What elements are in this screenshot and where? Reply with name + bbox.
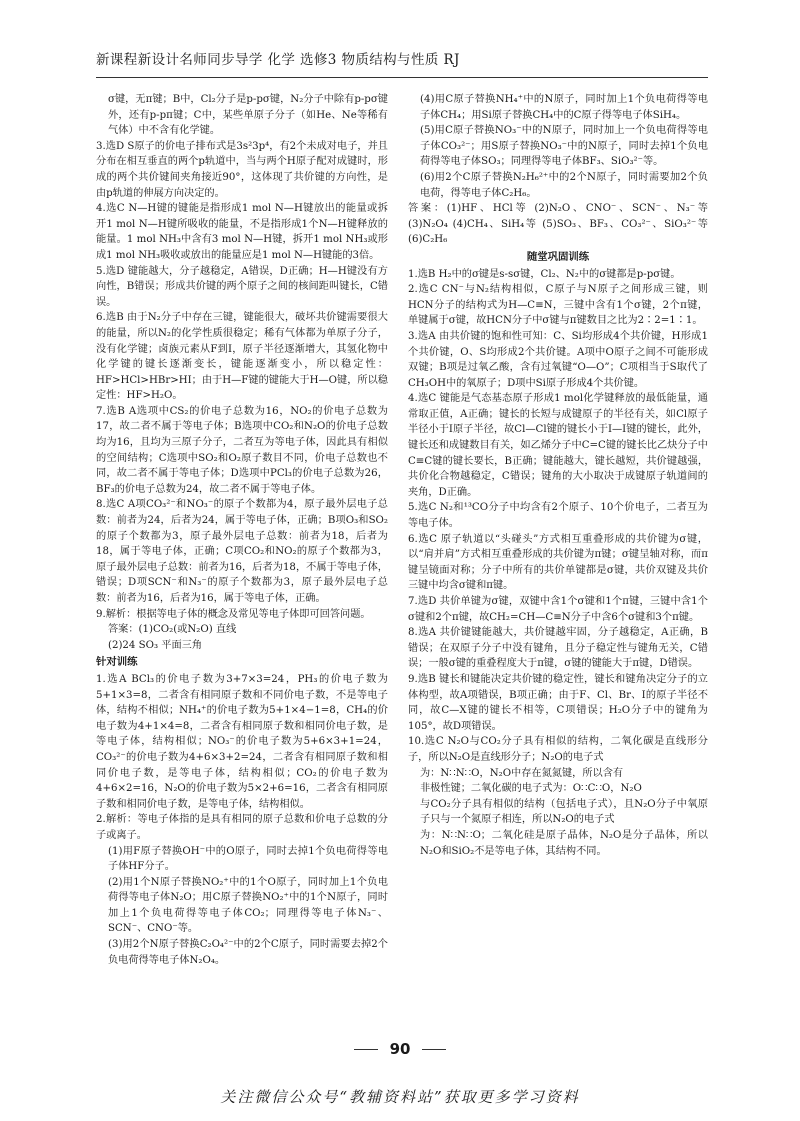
paragraph: (5)用C原子替换NO₃⁻中的N原子，同时加上一个负电荷得等电子体CO₃²⁻；用S原子替换NO₃⁻中的N原子，同时去掉1个负电荷得等电子体SO₃；同理得等电子体BF₃、SiO₃²⁻等。 [420, 125, 708, 168]
paragraph: 5.选C N₂和¹³CO分子中均含有2个原子、10个价电子，二者互为等电子体。 [408, 502, 708, 530]
footer-note: 关注微信公众号“教辅资料站”获取更多学习资料 [220, 1088, 580, 1106]
paragraph: 10.选C N₂O与CO₂分子具有相似的结构，二氧化碳是直线形分子，所以N₂O是直线形分子；N₂O的电子式 [408, 736, 708, 763]
paragraph: (1)用F原子替换OH⁻中的O原子，同时去掉1个负电荷得等电子体HF分子。 [108, 845, 388, 873]
paragraph: 7.选D 共价单键为σ键，双键中含1个σ键和1个π键，三键中含1个σ键和2个π键，故CH₂=CH—C≡N分子中含6个σ键和3个π键。 [408, 596, 708, 623]
section-heading: 随堂巩固训练 [526, 250, 590, 263]
paragraph: 2.选C CN⁻与N₂结构相似，C原子与N原子之间形成三键，则HCN分子的结构式为H—C≡N，三键中含有1个σ键，2个π键，单键属于σ键，故HCN分子中σ键与π键数目之比为2∶2=1∶1。 [408, 284, 708, 327]
paragraph: 8.选C A项CO₃²⁻和NO₃⁻的原子个数都为4，原子最外层电子总数：前者为24，后者为24，属于等电子体，正确；B项O₃和SO₂的原子个数都为3，原子最外层电子总数：前者为18，后者为18，属于等电子体，正确；C项CO₂和NO₂的原子个数都为3，原子最外层电子总数：前者为16，后者为18，不属于等电子体，错误；D项SCN⁻和N₃⁻的原子个数都为3，原子最外层电子总数：前者为16，后者为16，属于等电子体，正确。 [96, 499, 388, 604]
paragraph: 8.选A 共价键键能越大，共价键越牢固，分子越稳定，A正确，B错误；在双原子分子中没有键角，且分子稳定性与键角无关，C错误；一般σ键的重叠程度大于π键，σ键的键能大于π键，D错误。 [408, 627, 708, 670]
running-header: 新课程新设计名师同步导学 化学 选修3 物质结构与性质 RJ [96, 52, 460, 68]
left-column [96, 92, 388, 968]
paragraph: 1.选B H₂中的σ键是s-sσ键，Cl₂、N₂中的σ键都是p-pσ键。 [408, 268, 681, 280]
section-heading: 针对训练 [96, 656, 138, 669]
paragraph: 3.选D S原子的价电子排布式是3s²3p⁴，有2个未成对电子，并且分布在相互垂直的两个p轨道中，当与两个H原子配对成键时，形成的两个共价键间夹角接近90°，这体现了共价键的方向性，是由p轨道的伸展方向决定的。 [96, 140, 388, 199]
paragraph: 非极性键；二氧化碳的电子式为：O∷C∷O，N₂O [420, 783, 642, 795]
header-rule [96, 77, 708, 78]
answer-paragraph: 答案：(1)HF、HCl等 (2)N₂O、CNO⁻、SCN⁻、N₃⁻等 (3)N₂O₄ (4)CH₄、SiH₄等 (5)SO₃、BF₃、CO₃²⁻、SiO₃²⁻等 (6)C₂H₆ [408, 203, 708, 246]
paragraph: (2)用1个N原子替换NO₂⁺中的1个O原子，同时加上1个负电荷得等电子体N₂O；用C原子替换NO₂⁺中的1个N原子，同时加上1个负电荷得等电子体CO₂；同理得等电子体N₃⁻、SCN⁻、CNO⁻等。 [108, 876, 388, 935]
paragraph: (6)用2个C原子替换N₂H₆²⁺中的2个N原子，同时需要加2个负电荷，得等电子体C₂H₆。 [420, 171, 708, 199]
page-number: 90 [0, 1040, 800, 1058]
paragraph: 7.选B A选项中CS₂的价电子总数为16，NO₂的价电子总数为17，故二者不属于等电子体；B选项中CO₂和N₂O的价电子总数均为16，且均为三原子分子，二者互为等电子体，因此具有相似的空间结构；C选项中SO₂和O₂原子数目不同，价电子总数也不同，故二者不属于等电子体；D选项中PCl₃的价电子总数为26，BF₃的价电子总数为24，故二者不属于等电子体。 [96, 405, 388, 495]
right-column [408, 92, 708, 859]
paragraph: 2.解析：等电子体指的是具有相同的原子总数和价电子总数的分子或离子。 [96, 814, 388, 841]
paragraph: 为：N∷N∷O；二氧化硅是原子晶体，N₂O是分子晶体，所以N₂O和SiO₂不是等电子体，其结构不同。 [420, 829, 708, 857]
paragraph: 4.选C N—H键的键能是指形成1 mol N—H键放出的能量或拆开1 mol N—H键所吸收的能量，不是指形成1个N—H键释放的能量。1 mol NH₃中含有3 mol N—H键，拆开1 mol NH₃或形成1 mol NH₃吸收或放出的能量应是1 mol N—H键能的3倍。 [96, 203, 388, 261]
paragraph: 6.选B 由于N₂分子中存在三键，键能很大，破坏共价键需要很大的能量，所以N₂的化学性质很稳定；稀有气体都为单原子分子，没有化学键；卤族元素从F到I，原子半径逐渐增大，其氢化物中化学键的键长逐渐变长，键能逐渐变小，所以稳定性：HF>HCl>HBr>HI；由于H—F键的键能大于H—O键，所以稳定性：HF>H₂O。 [96, 312, 388, 402]
paragraph: 5.选D 键能越大，分子越稳定，A错误，D正确；H—H键没有方向性，B错误；形成共价键的两个原子之间的核间距叫键长，C错误。 [96, 265, 388, 308]
paragraph: (3)用2个N原子替换C₂O₄²⁻中的2个C原子，同时需要去掉2个负电荷得等电子体N₂O₄。 [108, 939, 388, 966]
paragraph: 4.选C 键能是气态基态原子形成1 mol化学键释放的最低能量，通常取正值，A正确；键长的长短与成键原子的半径有关，如Cl原子半径小于I原子半径，故Cl—Cl键的键长小于I—I键的键长，此外，键长还和成键数目有关，如乙烯分子中C=C键的键长比乙炔分子中C≡C键的键长要长，B正确；键能越大，键长越短，共价键越强，共价化合物越稳定，C错误；键角的大小取决于成键原子轨道间的夹角，D正确。 [408, 393, 708, 498]
paragraph: (4)用C原子替换NH₄⁺中的N原子，同时加上1个负电荷得等电子体CH₄；用Si原子替换CH₄中的C原子得等电子体SiH₄。 [420, 94, 708, 121]
paragraph: σ键，无π键；B中，Cl₂分子是p-pσ键，N₂分子中除有p-pσ键外，还有p-pπ键；C中，某些单原子分子（如He、Ne等稀有气体）中不含有化学键。 [108, 94, 388, 137]
paragraph: 3.选A 由共价键的饱和性可知：C、Si均形成4个共价键，H形成1个共价键，O、S均形成2个共价键。A项中O原子之间不可能形成双键；B项是过氧乙酸，含有过氧键“O—O”；C项相当于S取代了CH₃OH中的氧原子；D项中Si原子形成4个共价键。 [408, 330, 708, 389]
paragraph: 9.选B 键长和键能决定共价键的稳定性，键长和键角决定分子的立体构型，故A项错误，B项正确；由于F、Cl、Br、I的原子半径不同，故C—X键的键长不相等，C项错误；H₂O分子中的键角为105°，故D项错误。 [408, 673, 708, 732]
answer-paragraph: 答案：(1)CO₂(或N₂O) 直线 [108, 624, 237, 636]
paragraph: (2)24 SO₃ 平面三角 [108, 639, 203, 651]
paragraph: 9.解析：根据等电子体的概念及常见等电子体即可回答问题。 [96, 608, 371, 620]
paragraph: 1.选A BCl₃的价电子数为3+7×3=24，PH₃的价电子数为5+1×3=8，二者含有相同原子数和不同价电子数，不是等电子体，结构不相似；NH₄⁺的价电子数为5+1×4−1=8，CH₄的价电子数为4+1×4=8，二者含有相同原子数和相同价电子数，是等电子体，结构相似；NO₃⁻的价电子数为5+6×3+1=24，CO₃²⁻的价电子数为4+6×3+2=24，二者含有相同原子数和相同价电子数，是等电子体，结构相似；CO₂的价电子数为4+6×2=16，N₂O的价电子数为5×2+6=16，二者含有相同原子数和相同价电子数，是等电子体，结构相似。 [96, 673, 388, 810]
paragraph: 与CO₂分子具有相似的结构（包括电子式），且N₂O分子中氧原子只与一个氮原子相连，所以N₂O的电子式 [420, 798, 708, 826]
paragraph: 6.选C 原子轨道以“头碰头”方式相互重叠形成的共价键为σ键，以“肩并肩”方式相互重叠形成的共价键为π键；σ键呈轴对称，而π键呈镜面对称；分子中所有的共价单键都是σ键，共价双键及共价三键中均含σ键和π键。 [408, 533, 708, 592]
paragraph: 为：N∷N∷O，N₂O中存在氮氮键，所以含有 [420, 767, 624, 779]
